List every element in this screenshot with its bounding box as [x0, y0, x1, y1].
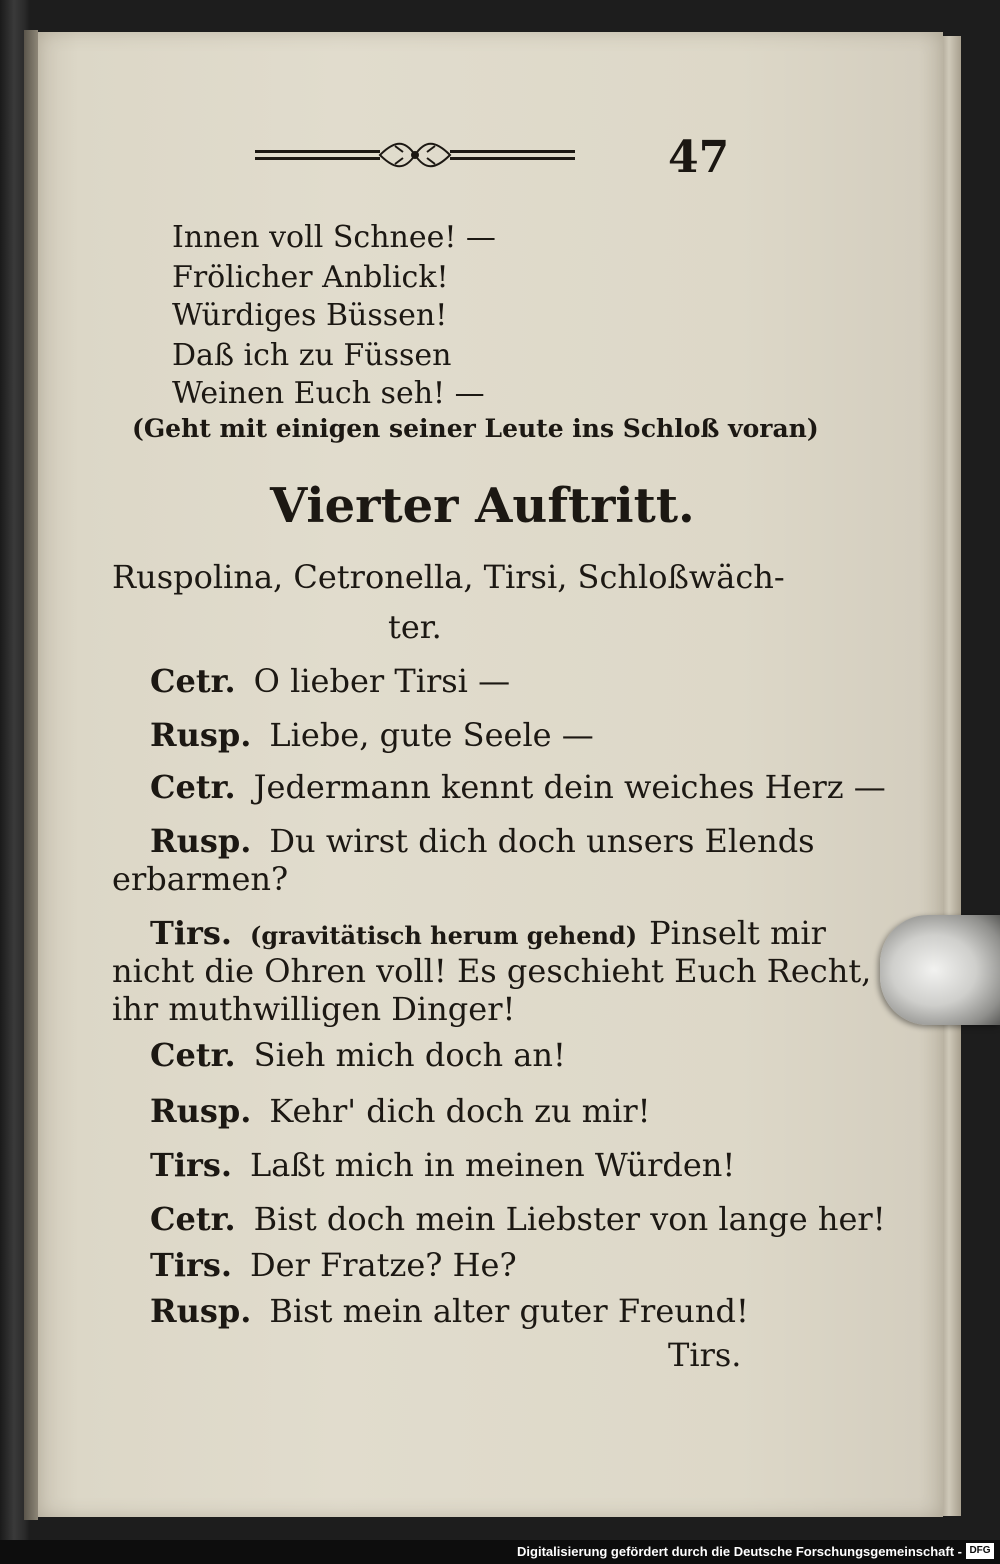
dialogue-line	[150, 768, 886, 806]
verse-line: Weinen Euch seh! —	[172, 376, 485, 411]
page-number: 47	[668, 132, 730, 183]
speaker-name: Cetr.	[150, 662, 236, 700]
dialogue-continuation: ihr muthwilligen Dinger!	[112, 990, 516, 1028]
dialogue-line	[150, 716, 594, 754]
scene-heading: Vierter Auftritt.	[270, 478, 695, 534]
dialogue-text: Bist mein alter guter Freund!	[269, 1292, 749, 1330]
dialogue-line	[150, 1146, 735, 1184]
verse-line: Würdiges Büssen!	[172, 298, 448, 333]
dialogue-text: Liebe, gute Seele —	[269, 716, 594, 754]
dialogue-line	[150, 662, 510, 700]
dialogue-line	[150, 1036, 566, 1074]
dialogue-continuation: nicht die Ohren voll! Es geschieht Euch Recht,	[112, 952, 872, 990]
dialogue-line	[150, 914, 826, 952]
ornament-divider	[255, 138, 575, 174]
dialogue-line	[150, 1092, 651, 1130]
speaker-name: Rusp.	[150, 822, 252, 860]
catchword: Tirs.	[668, 1336, 742, 1374]
dialogue-text: O lieber Tirsi —	[253, 662, 511, 700]
verse-line: Innen voll Schnee! —	[172, 220, 496, 255]
speaker-name: Rusp.	[150, 1292, 252, 1330]
verse-line: Frölicher Anblick!	[172, 260, 449, 295]
speaker-name: Tirs.	[150, 1146, 232, 1184]
speaker-name: Tirs.	[150, 914, 232, 952]
dialogue-text: Du wirst dich doch unsers Elends	[269, 822, 815, 860]
cast-list: Ruspolina, Cetronella, Tirsi, Schloßwäch-	[112, 558, 785, 596]
dialogue-line	[150, 1246, 517, 1284]
dialogue-text: Sieh mich doch an!	[253, 1036, 566, 1074]
dfg-logo: DFG	[966, 1543, 994, 1559]
stage-direction: (Geht mit einigen seiner Leute ins Schloß voran)	[132, 414, 819, 443]
footer-credit: Digitalisierung gefördert durch die Deutsche Forschungsgemeinschaft -	[517, 1544, 962, 1559]
book-spine	[24, 30, 38, 1520]
speaker-name: Rusp.	[150, 1092, 252, 1130]
speaker-name: Cetr.	[150, 768, 236, 806]
glass-clip	[880, 915, 1000, 1025]
dialogue-text: Jedermann kennt dein weiches Herz —	[253, 768, 886, 806]
dialogue-text: Kehr' dich doch zu mir!	[269, 1092, 651, 1130]
dialogue-line	[150, 822, 815, 860]
dialogue-text: Laßt mich in meinen Würden!	[249, 1146, 736, 1184]
speaker-name: Cetr.	[150, 1036, 236, 1074]
page-edge	[943, 36, 961, 1516]
dialogue-text: Der Fratze? He?	[249, 1246, 517, 1284]
dialogue-text: Bist doch mein Liebster von lange her!	[253, 1200, 886, 1238]
dialogue-text: Pinselt mir	[649, 914, 826, 952]
speaker-name: Rusp.	[150, 716, 252, 754]
speaker-name: Tirs.	[150, 1246, 232, 1284]
verse-line: Daß ich zu Füssen	[172, 338, 452, 373]
dialogue-line	[150, 1292, 749, 1330]
speaker-name: Cetr.	[150, 1200, 236, 1238]
dialogue-line	[150, 1200, 886, 1238]
dialogue-continuation: erbarmen?	[112, 860, 289, 898]
stage-direction-inline: (gravitätisch herum gehend)	[249, 921, 638, 950]
cast-list-continuation: ter.	[388, 608, 442, 646]
